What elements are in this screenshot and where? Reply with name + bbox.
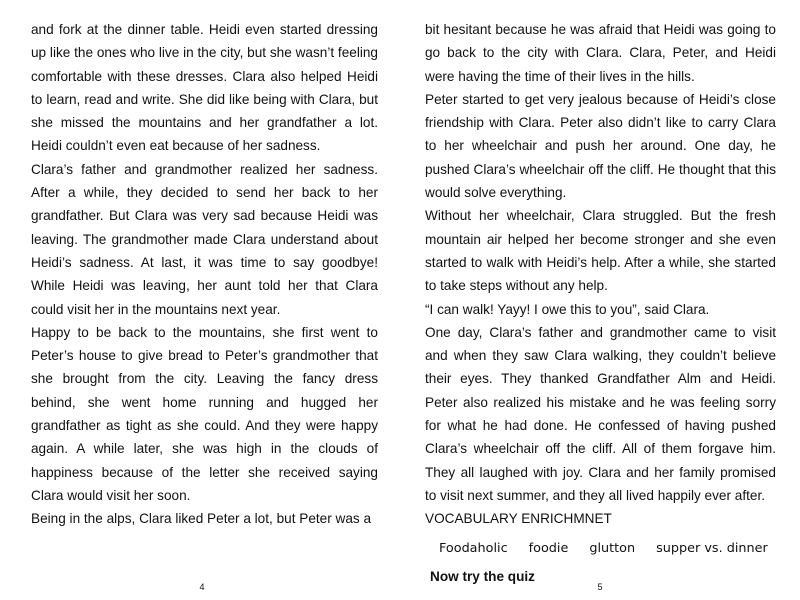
paragraph: Being in the alps, Clara liked Peter a lot, but Peter was a [31,511,372,527]
paragraph: Peter started to get very jealous because of Heidi’s close friendship with Clara. Peter also didn’t like to carry Clara to her wheelchair and push her around. One day, he pushed Clara’s wheelchair off the cliff. He thought that this would solve everything. [425,91,776,201]
paragraph: and fork at the dinner table. Heidi even started dressing up like the ones who live in the city, but she wasn’t feeling comfortable with these dresses. Clara also helped Heidi to learn, read and write. She did like being with Clara, but she missed the mountains and her grandfather a lot. Heidi couldn’t even eat because of her sadness. [31,22,378,154]
vocabulary-word: Foodaholic [439,540,508,556]
paragraph: “I can walk! Yayy! I owe this to you”, said Clara. [425,301,710,317]
paragraph: Without her wheelchair, Clara struggled. But the fresh mountain air helped her become stronger and she even started to walk with Heidi’s help. After a while, she started to take steps without any help. [425,208,776,294]
right-page-text [425,18,776,588]
page-number: 5 [597,582,603,592]
paragraph: bit hesitant because he was afraid that Heidi was going to go back to the city with Clara. Clara, Peter, and Heidi were having the time of their lives in the hills. [425,22,776,84]
vocabulary-word: foodie [528,540,569,556]
quiz-prompt: Now try the quiz [430,568,535,584]
paragraph: One day, Clara’s father and grandmother came to visit and when they saw Clara walking, they couldn’t believe their eyes. They thanked Grandfather Alm and Heidi. Peter also realized his mistake and he was feeling sorry for what he had done. He confessed of having pushed Clara’s wheelchair off the cliff. All of them forgave him. They all laughed with joy. Clara and her family promised to visit next summer, and they all lived happily ever after. [425,324,776,503]
paragraph: Happy to be back to the mountains, she first went to Peter’s house to give bread to Peter’s grandmother that she brought from the city. Leaving the fancy dress behind, she went home running and hugged her grandfather as tight as she could. And they were happy again. A while later, she was high in the clouds of happiness because of the letter she received saying Clara would visit her soon. [31,324,378,503]
right-page [400,0,800,600]
vocabulary-heading: VOCABULARY ENRICHMNET [425,511,612,527]
vocabulary-word: supper vs. dinner [656,540,768,556]
page-number: 4 [199,582,205,592]
left-page-text [31,18,378,531]
vocabulary-list [439,539,776,559]
paragraph: Clara’s father and grandmother realized her sadness. After a while, they decided to send her back to her grandfather. But Clara was very sad because Heidi was leaving. The grandmother made Clara understand about Heidi’s sadness. At last, it was time to say goodbye! While Heidi was leaving, her aunt told her that Clara could visit her in the mountains next year. [31,161,378,317]
vocabulary-word: glutton [589,540,636,556]
